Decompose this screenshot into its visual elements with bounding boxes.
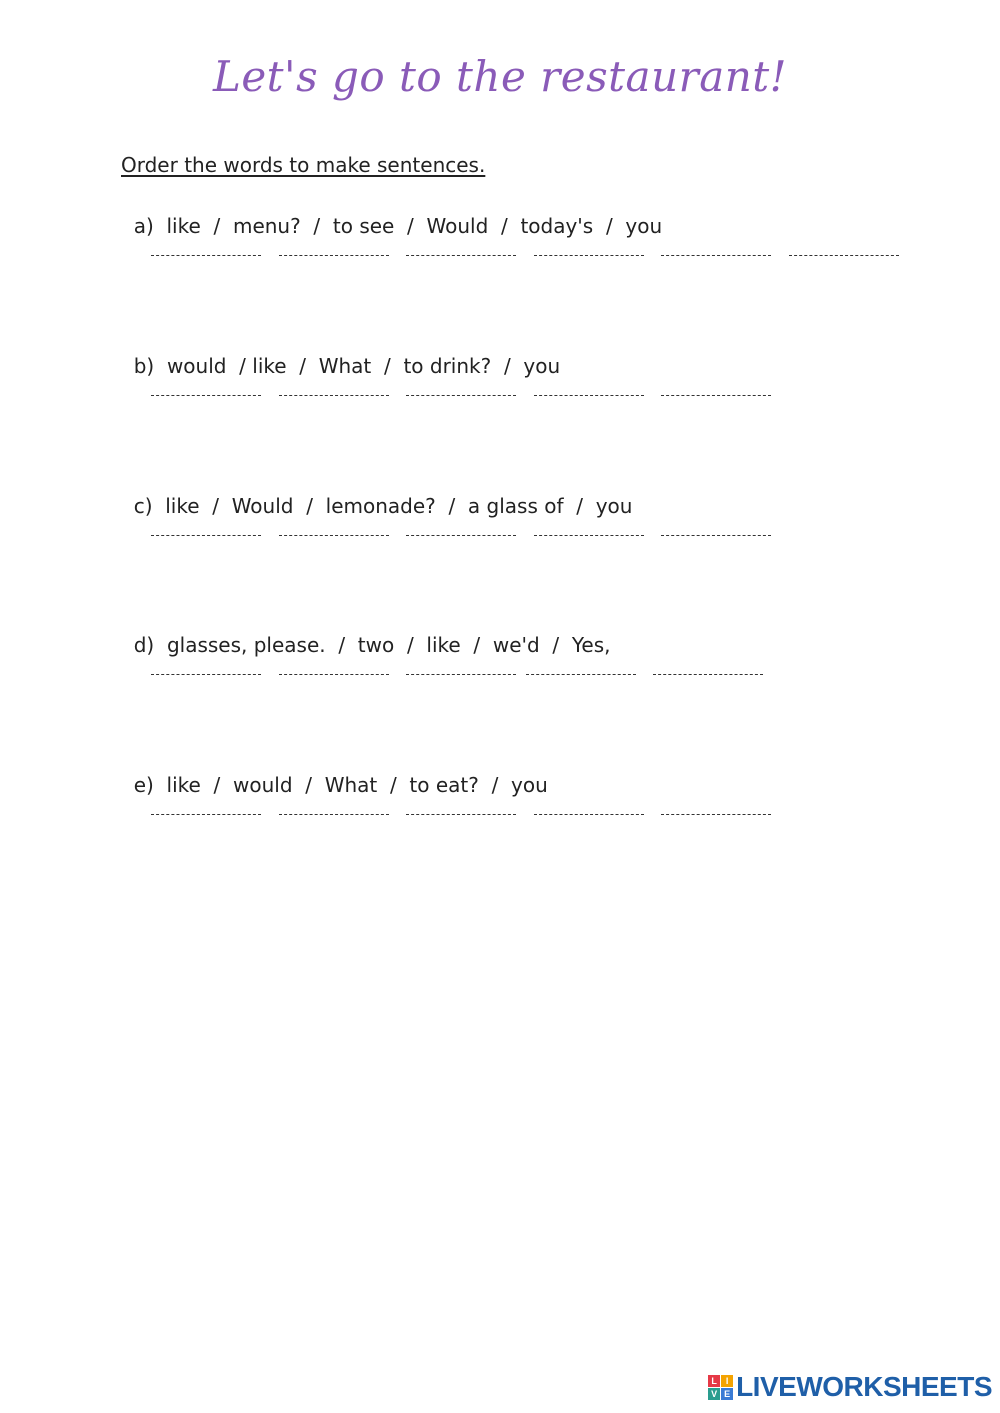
question-d	[121, 609, 611, 657]
answer-blank[interactable]	[406, 814, 516, 815]
question-label: a)	[133, 214, 154, 238]
logo-letter: E	[721, 1388, 733, 1400]
question-words: would / like / What / to drink? / you	[166, 354, 561, 378]
live-logo-icon	[708, 1375, 733, 1400]
question-label: b)	[133, 354, 155, 378]
question-words: like / menu? / to see / Would / today's / you	[166, 214, 663, 238]
answer-blank[interactable]	[279, 395, 389, 396]
question-words: like / would / What / to eat? / you	[166, 773, 548, 797]
logo-letter: L	[708, 1375, 720, 1387]
question-words: glasses, please. / two / like / we'd / Yes,	[166, 633, 611, 657]
question-label: e)	[133, 773, 154, 797]
answer-blank[interactable]	[279, 535, 389, 536]
question-c	[121, 470, 632, 518]
answer-blank[interactable]	[661, 255, 771, 256]
worksheet-title: Let's go to the restaurant!	[212, 52, 788, 101]
answer-blank[interactable]	[534, 535, 644, 536]
answer-blank[interactable]	[406, 255, 516, 256]
answer-blank[interactable]	[151, 395, 261, 396]
answer-blank[interactable]	[653, 674, 763, 675]
answer-blank[interactable]	[661, 814, 771, 815]
answer-blank[interactable]	[534, 395, 644, 396]
answer-blank[interactable]	[526, 674, 636, 675]
question-words: like / Would / lemonade? / a glass of / you	[165, 494, 633, 518]
question-e	[121, 749, 548, 797]
brand-text: LIVEWORKSHEETS	[736, 1371, 992, 1402]
answer-blank[interactable]	[789, 255, 899, 256]
answer-blank[interactable]	[534, 255, 644, 256]
answer-blank[interactable]	[279, 255, 389, 256]
instruction-text: Order the words to make sentences.	[121, 153, 486, 177]
answer-blank[interactable]	[151, 255, 261, 256]
answer-blank[interactable]	[661, 535, 771, 536]
answer-blank[interactable]	[406, 395, 516, 396]
answer-blank[interactable]	[534, 814, 644, 815]
liveworksheets-logo	[708, 1371, 992, 1403]
answer-blank[interactable]	[406, 535, 516, 536]
answer-blank[interactable]	[406, 674, 516, 675]
answer-blank[interactable]	[151, 535, 261, 536]
answer-blank[interactable]	[661, 395, 771, 396]
answer-blank[interactable]	[151, 814, 261, 815]
question-a	[121, 190, 662, 238]
question-label: d)	[133, 633, 155, 657]
question-b	[121, 330, 560, 378]
question-label: c)	[133, 494, 153, 518]
answer-blank[interactable]	[151, 674, 261, 675]
logo-letter: I	[721, 1375, 733, 1387]
logo-letter: V	[708, 1388, 720, 1400]
answer-blank[interactable]	[279, 814, 389, 815]
answer-blank[interactable]	[279, 674, 389, 675]
